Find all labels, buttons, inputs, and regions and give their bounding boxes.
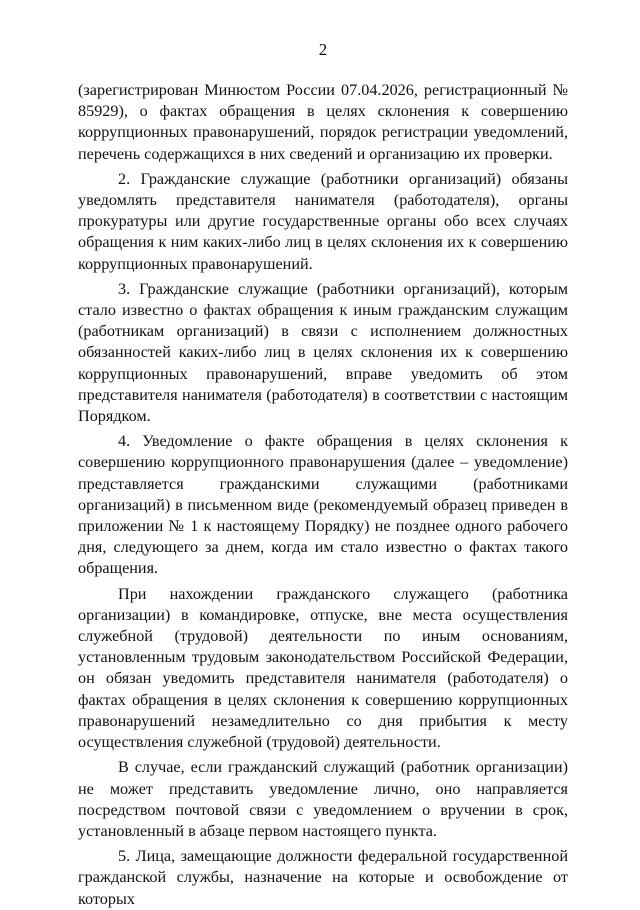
document-body xyxy=(78,80,568,910)
paragraph-4: 4. Уведомление о факте обращения в целях склонения к совершению коррупционного правонарушения (далее – уведомление) представляется гражданскими служащими (работниками организаций) в письменном виде (рекомендуемый образец приведен в приложении № 1 к настоящему Порядку) не позднее одного рабочего дня, следующего за днем, когда им стало известно о фактах такого обращения. xyxy=(78,432,568,578)
paragraph-5: При нахождении гражданского служащего (работника организации) в командировке, отпуске, вне места осуществления служебной (трудовой) деятельности по иным основаниям, установленным трудовым законодательством Российской Федерации, он обязан уведомить представителя нанимателя (работодателя) о фактах обращения в целях склонения к совершению коррупционных правонарушений незамедлительно со дня прибытия к месту осуществления служебной (трудовой) деятельности. xyxy=(78,584,568,752)
page-number: 2 xyxy=(318,40,328,59)
paragraph-2: 2. Гражданские служащие (работники организаций) обязаны уведомлять представителя нанимателя (работодателя), органы прокуратуры или другие государственные органы обо всех случаях обращения к ним каких-либо лиц в целях склонения их к совершению коррупционных правонарушений. xyxy=(78,169,568,273)
paragraph-3: 3. Гражданские служащие (работники организаций), которым стало известно о фактах обращения к иным гражданским служащим (работникам организаций) в связи с исполнением должностных обязанностей каких-либо лиц в целях склонения их к совершению коррупционных правонарушений, вправе уведомить об этом представителя нанимателя (работодателя) в соответствии с настоящим Порядком. xyxy=(78,279,568,426)
paragraph-6: В случае, если гражданский служащий (работник организации) не может представить уведомление лично, оно направляется посредством почтовой связи с уведомлением о вручении в срок, установленный в абзаце первом настоящего пункта. xyxy=(78,758,568,840)
paragraph-7: 5. Лица, замещающие должности федеральной государственной гражданской службы, назначение на которые и освобождение от которых xyxy=(78,847,568,908)
paragraph-1: (зарегистрирован Минюстом России 07.04.2026, регистрационный № 85929), о фактах обращения в целях склонения к совершению коррупционных правонарушений, порядок регистрации уведомлений, перечень содержащихся в них сведений и организацию их проверки. xyxy=(78,81,568,163)
